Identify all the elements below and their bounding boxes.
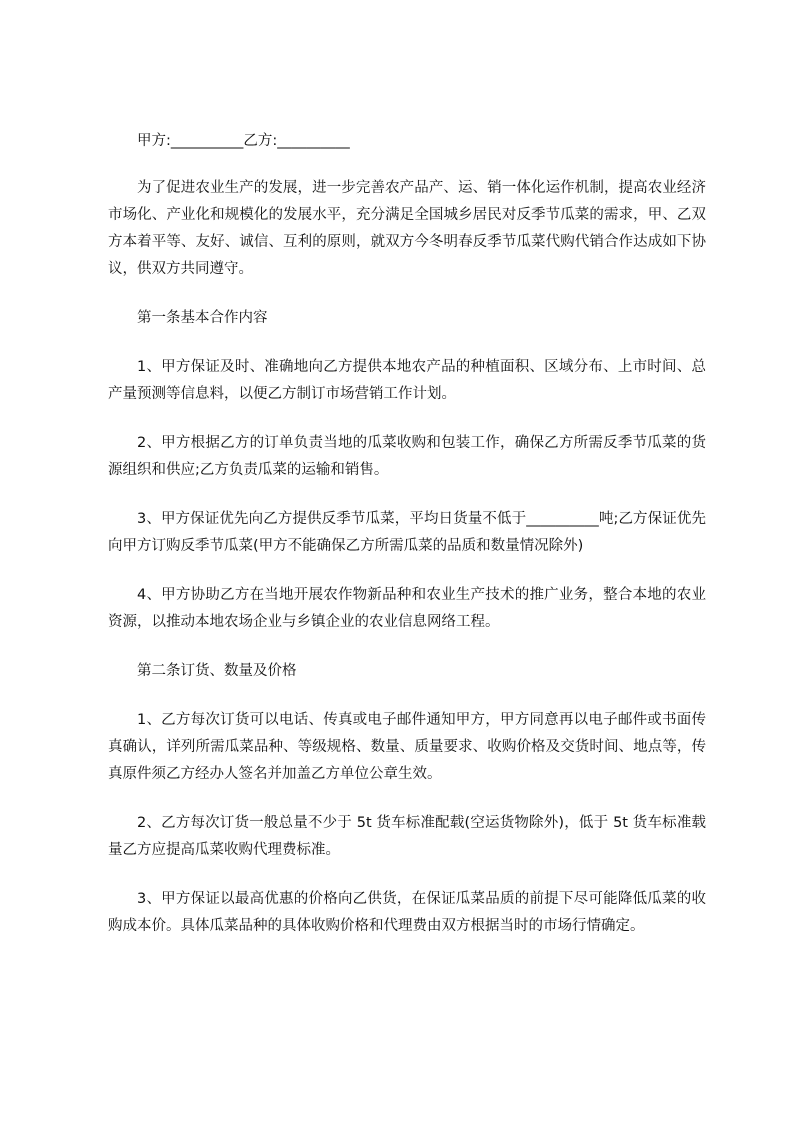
section-1-item-2: 2、甲方根据乙方的订单负责当地的瓜菜收购和包装工作，确保乙方所需反季节瓜菜的货源组织和供应;乙方负责瓜菜的运输和销售。 — [108, 435, 706, 478]
section-1-item-1: 1、甲方保证及时、准确地向乙方提供本地农产品的种植面积、区域分布、上市时间、总产量预测等信息料，以便乙方制订市场营销工作计划。 — [108, 359, 706, 402]
section-1-item-3: 3、甲方保证优先向乙方提供反季节瓜菜，平均日货量不低于__________吨;乙方保证优先向甲方订购反季节瓜菜(甲方不能确保乙方所需瓜菜的品质和数量情况除外) — [108, 511, 706, 554]
section-1-heading: 第一条基本合作内容 — [137, 310, 268, 326]
section-2-item-1: 1、乙方每次订货可以电话、传真或电子邮件通知甲方，甲方同意再以电子邮件或书面传真确认，详列所需瓜菜品种、等级规格、数量、质量要求、收购价格及交货时间、地点等，传真原件须乙方经办人签名并加盖乙方单位公章生效。 — [108, 712, 706, 782]
section-1-item-4: 4、甲方协助乙方在当地开展农作物新品种和农业生产技术的推广业务，整合本地的农业资源，以推动本地农场企业与乡镇企业的农业信息网络工程。 — [108, 587, 706, 630]
parties-line: 甲方:__________乙方:__________ — [137, 133, 350, 149]
section-2-item-2: 2、乙方每次订货一般总量不少于 5t 货车标准配载(空运货物除外)，低于 5t 货车标准载量乙方应提高瓜菜收购代理费标准。 — [108, 815, 706, 858]
section-2-heading: 第二条订货、数量及价格 — [137, 663, 297, 679]
contract-body — [108, 128, 706, 962]
section-2-item-3: 3、甲方保证以最高优惠的价格向乙供货，在保证瓜菜品质的前提下尽可能降低瓜菜的收购成本价。具体瓜菜品种的具体收购价格和代理费由双方根据当时的市场行情确定。 — [108, 891, 706, 934]
intro-paragraph: 为了促进农业生产的发展，进一步完善农产品产、运、销一体化运作机制，提高农业经济市场化、产业化和规模化的发展水平，充分满足全国城乡居民对反季节瓜菜的需求，甲、乙双方本着平等、友好、诚信、互利的原则，就双方今冬明春反季节瓜菜代购代销合作达成如下协议，供双方共同遵守。 — [108, 180, 706, 277]
